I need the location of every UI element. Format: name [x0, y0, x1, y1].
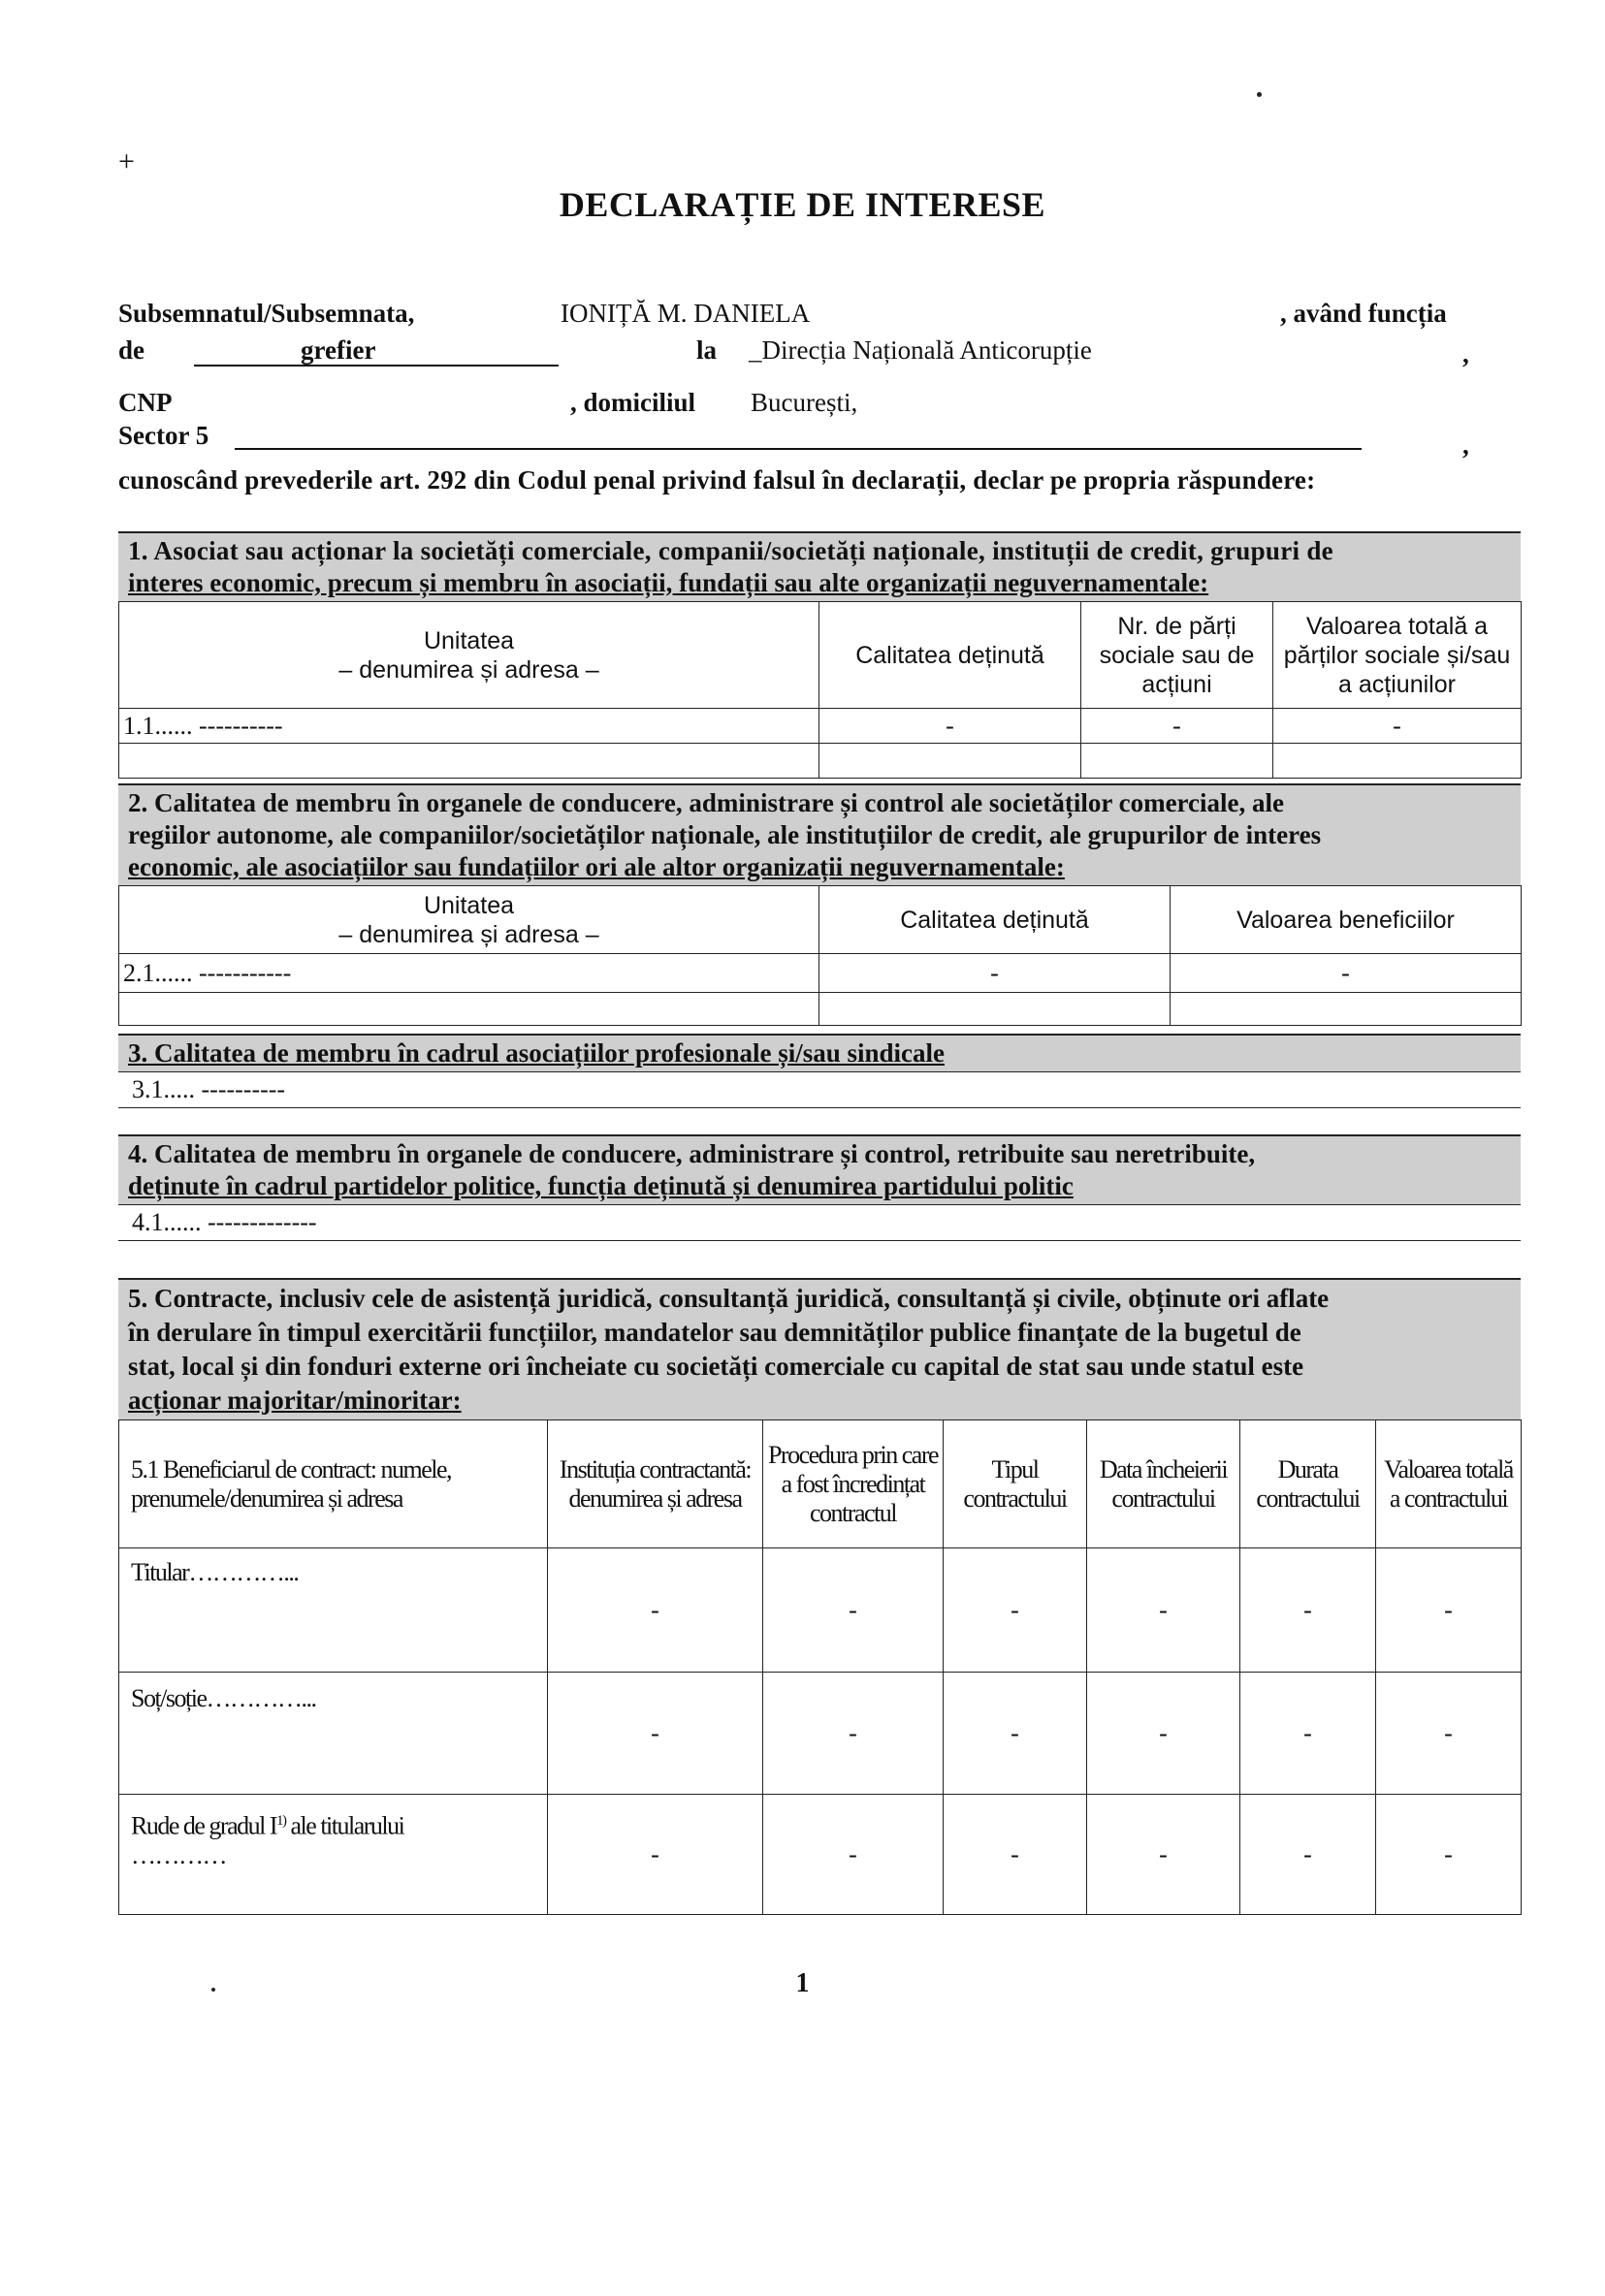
section-4-heading-line1: 4. Calitatea de membru în organele de conducere, administrare și control, retribuite sau neretribuite,	[128, 1139, 1256, 1168]
domiciliu-oras: București,	[751, 388, 858, 417]
row-2-1-calitatea: -	[819, 954, 1171, 993]
row-rude-label	[119, 1795, 548, 1915]
section-2	[118, 783, 1521, 1026]
section-3-heading-line1: 3. Calitatea de membru în cadrul asociațiilor profesionale și/sau sindicale	[128, 1038, 945, 1068]
col-unitatea	[119, 886, 819, 954]
comma-1: ,	[1462, 339, 1469, 368]
row-sot-val: -	[763, 1673, 944, 1795]
section-1-table	[118, 601, 1522, 779]
rude-label-dots: …………	[131, 1840, 226, 1869]
row-sot-label: Soț/soție…………...	[119, 1673, 548, 1795]
row-sot-val: -	[1087, 1673, 1240, 1795]
row-titular-label: Titular…………...	[119, 1548, 548, 1673]
col-beneficiar: 5.1 Beneficiarul de contract: numele, prenumele/denumirea și adresa	[119, 1420, 548, 1548]
col-institutia: Instituția contractantă: denumirea și adresa	[548, 1420, 763, 1548]
col-unitatea-title: Unitatea	[423, 626, 515, 654]
row-2-1-label: 2.1...... -----------	[119, 954, 819, 993]
functia-value: grefier	[301, 335, 376, 365]
row-sot-val: -	[1240, 1673, 1376, 1795]
domiciliul-label: , domiciliul	[570, 388, 696, 417]
col-procedura: Procedura prin care a fost încredințat contractul	[763, 1420, 944, 1548]
section-4-heading-line2: deținute în cadrul partidelor politice, funcția deținută și denumirea partidului politic	[128, 1171, 1074, 1200]
section-3	[118, 1034, 1521, 1147]
row-rude-val: -	[763, 1795, 944, 1915]
col-unitatea-sub: – denumirea și adresa –	[338, 920, 599, 948]
page-title: DECLARAȚIE DE INTERESE	[559, 185, 1046, 224]
row-2-1-valoarea: -	[1171, 954, 1522, 993]
functia-underline	[194, 335, 559, 367]
section-2-table	[118, 885, 1522, 1026]
row-1-1-calitatea: -	[819, 709, 1081, 744]
section-5-heading-line2: în derulare în timpul exercitării funcțiilor, mandatelor sau demnităților publice finanțate de la bugetul de	[128, 1318, 1301, 1347]
row-sot-val: -	[944, 1673, 1087, 1795]
section-5	[118, 1278, 1521, 1915]
plus-mark: +	[118, 145, 135, 177]
col-nr-parti: Nr. de părți sociale sau de acțiuni	[1081, 602, 1273, 709]
section-3-heading	[118, 1036, 1521, 1071]
row-1-1-label: 1.1...... ----------	[119, 709, 819, 744]
row-rude-val: -	[1240, 1795, 1376, 1915]
cunoscand-text: cunoscând prevederile art. 292 din Codul penal privind falsul în declarații, declar pe propria răspundere:	[118, 465, 1316, 494]
col-calitatea: Calitatea deținută	[819, 886, 1171, 954]
col-tipul: Tipul contractului	[944, 1420, 1087, 1548]
subsemnatul-label: Subsemnatul/Subsemnata,	[118, 299, 415, 328]
row-sot-val: -	[1376, 1673, 1522, 1795]
row-4-1: 4.1...... -------------	[118, 1204, 1521, 1241]
institutia-value: _Direcția Națională Anticorupție	[749, 335, 1092, 365]
row-titular-val: -	[1240, 1548, 1376, 1673]
row-3-1: 3.1..... ----------	[118, 1071, 1521, 1108]
empty-cell	[819, 993, 1171, 1026]
rude-label-text: Rude de gradul I	[131, 1811, 277, 1840]
sector-underline	[235, 421, 1362, 450]
la-label: la	[696, 335, 718, 365]
col-unitatea	[119, 602, 819, 709]
col-unitatea-title: Unitatea	[423, 891, 515, 919]
row-sot-val: -	[548, 1673, 763, 1795]
section-2-heading-line3: economic, ale asociațiilor sau fundațiilor ori ale altor organizații neguvernamentale:	[128, 852, 1065, 881]
section-4-empty-row	[118, 1241, 1521, 1280]
section-1-heading-line1: 1. Asociat sau acționar la societăți comerciale, companii/societăți naționale, instituții de credit, grupuri de	[128, 536, 1333, 565]
section-2-heading	[118, 785, 1521, 885]
empty-cell	[1171, 993, 1522, 1026]
col-calitatea: Calitatea deținută	[819, 602, 1081, 709]
section-4	[118, 1134, 1521, 1280]
section-5-heading	[118, 1280, 1521, 1419]
empty-cell	[819, 744, 1081, 779]
col-data: Data încheierii contractului	[1087, 1420, 1240, 1548]
row-titular-val: -	[1087, 1548, 1240, 1673]
col-unitatea-sub: – denumirea și adresa –	[338, 655, 599, 684]
avand-functia-label: , având funcția	[1280, 299, 1447, 328]
page-number: 1	[795, 1968, 810, 1998]
section-1-heading	[118, 533, 1521, 601]
section-4-heading	[118, 1136, 1521, 1204]
row-rude-val: -	[1376, 1795, 1522, 1915]
section-1-heading-line2: interes economic, precum și membru în asociații, fundații sau alte organizații neguvernamentale:	[128, 568, 1209, 597]
section-2-heading-line1: 2. Calitatea de membru în organele de conducere, administrare și control ale societăților comerciale, ale	[128, 788, 1285, 817]
row-titular-val: -	[763, 1548, 944, 1673]
section-5-heading-line3: stat, local și din fonduri externe ori încheiate cu societăți comerciale cu capital de stat sau unde statul este	[128, 1352, 1304, 1381]
empty-cell	[1273, 744, 1522, 779]
row-rude-val: -	[944, 1795, 1087, 1915]
rude-label-suffix: ale titularului	[285, 1811, 404, 1840]
de-label: de	[118, 335, 144, 365]
sector-label: Sector 5	[118, 421, 209, 450]
col-valoarea-totala: Valoarea totală a contractului	[1376, 1420, 1522, 1548]
col-valoarea-beneficiilor: Valoarea beneficiilor	[1171, 886, 1522, 954]
row-rude-val: -	[548, 1795, 763, 1915]
col-durata: Durata contractului	[1240, 1420, 1376, 1548]
cnp-label: CNP	[118, 388, 173, 417]
empty-cell	[119, 744, 819, 779]
section-5-heading-line1: 5. Contracte, inclusiv cele de asistență juridică, consultanță juridică, consultanță și civile, obținute ori aflate	[128, 1284, 1330, 1313]
section-1	[118, 531, 1521, 779]
empty-cell	[119, 993, 819, 1026]
section-5-heading-line4: acționar majoritar/minoritar:	[128, 1386, 462, 1415]
comma-2: ,	[1462, 430, 1469, 460]
col-valoarea: Valoarea totală a părților sociale și/sau a acțiunilor	[1273, 602, 1522, 709]
row-titular-val: -	[548, 1548, 763, 1673]
rude-footnote-mark: 1)	[276, 1813, 286, 1829]
row-titular-val: -	[1376, 1548, 1522, 1673]
section-2-heading-line2: regiilor autonome, ale companiilor/societăților naționale, ale instituțiilor de credit, ale grupurilor de interes	[128, 820, 1322, 849]
empty-cell	[1081, 744, 1273, 779]
row-1-1-valoarea: -	[1273, 709, 1522, 744]
declarant-name: IONIȚĂ M. DANIELA	[561, 299, 811, 328]
row-rude-val: -	[1087, 1795, 1240, 1915]
scan-speck	[1257, 92, 1262, 97]
row-titular-val: -	[944, 1548, 1087, 1673]
row-1-1-nr: -	[1081, 709, 1273, 744]
section-5-table	[118, 1419, 1522, 1915]
